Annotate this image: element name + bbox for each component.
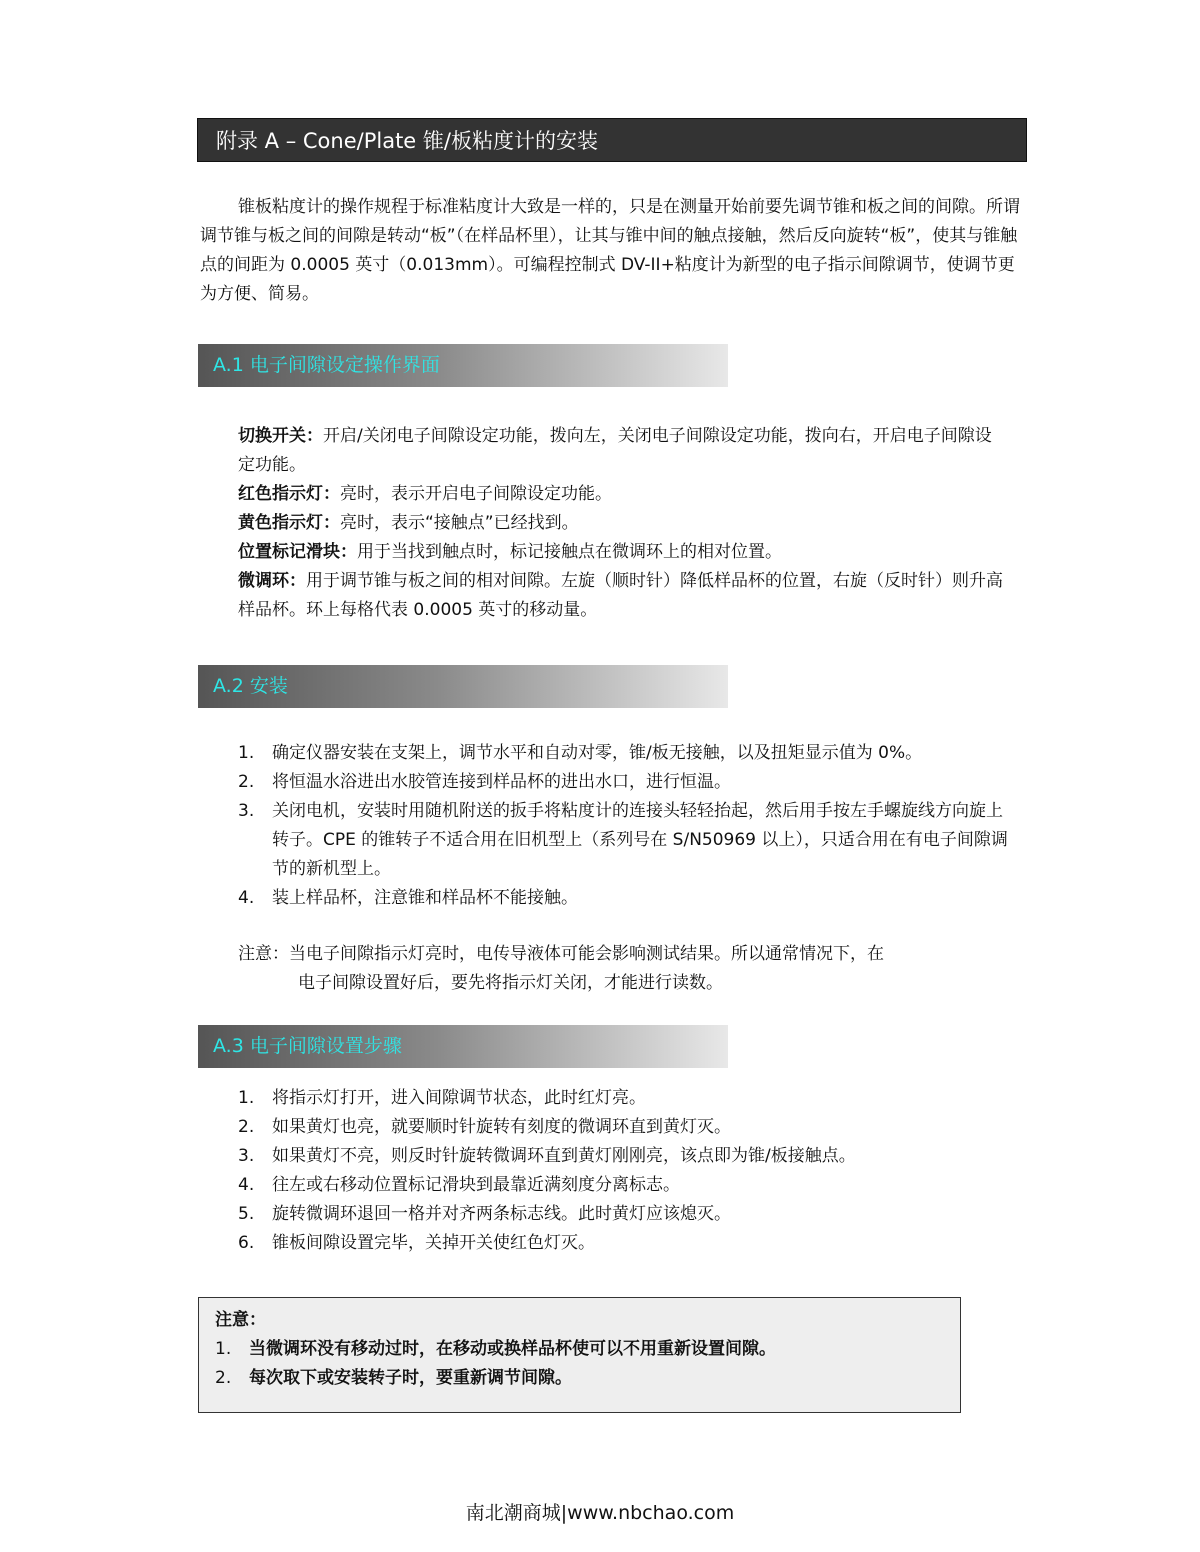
item-number: 2. [238,1117,255,1137]
definition: 开启/关闭电子间隙设定功能，拨向左，关闭电子间隙设定功能，拨向右，开启电子间隙设定功能。 [238,426,992,475]
notice-label: 注意： [215,1310,266,1330]
list-item [238,739,1008,768]
item-number: 1. [238,1088,255,1108]
notice-item [215,1335,944,1364]
item-text: 每次取下或安装转子时，要重新调节间隙。 [249,1368,572,1388]
item-number: 3. [238,801,255,821]
definition: 用于当找到触点时，标记接触点在微调环上的相对位置。 [357,542,782,562]
item-number: 3. [238,1146,255,1166]
item-text: 关闭电机，安装时用随机附送的扳手将粘度计的连接头轻轻抬起，然后用手按左手螺旋线方向旋上转子。CPE 的锥转子不适合用在旧机型上（系列号在 S/N50969 以上），只适合用在有电子间隙调节的新机型上。 [272,801,1008,879]
item-text: 旋转微调环退回一格并对齐两条标志线。此时黄灯应该熄灭。 [272,1204,731,1224]
section-heading-a3: A.3 电子间隙设置步骤 [198,1025,728,1068]
definition-item [238,422,1008,480]
section-heading-a2: A.2 安装 [198,665,728,708]
item-text: 将指示灯打开，进入间隙调节状态，此时红灯亮。 [272,1088,646,1108]
term: 位置标记滑块： [238,542,357,562]
item-text: 往左或右移动位置标记滑块到最靠近满刻度分离标志。 [272,1175,680,1195]
install-note [238,940,998,998]
section-heading-a1: A.1 电子间隙设定操作界面 [198,344,728,387]
item-text: 当微调环没有移动过时，在移动或换样品杯使可以不用重新设置间隙。 [249,1339,776,1359]
item-text: 确定仪器安装在支架上，调节水平和自动对零，锥/板无接触，以及扭矩显示值为 0%。 [272,743,923,763]
item-text: 装上样品杯，注意锥和样品杯不能接触。 [272,888,578,908]
footer-watermark: 南北潮商城|www.nbchao.com [465,1502,735,1524]
notice-box [198,1297,961,1413]
term: 红色指示灯： [238,484,340,504]
item-text: 将恒温水浴进出水胶管连接到样品杯的进出水口，进行恒温。 [272,772,731,792]
list-item [238,1229,1008,1258]
definition: 亮时，表示“接触点”已经找到。 [340,513,579,533]
list-item [238,884,1008,913]
definition-item [238,480,1008,509]
appendix-title: 附录 A – Cone/Plate 锥/板粘度计的安装 [197,118,1027,162]
list-item [238,1113,1008,1142]
intro-paragraph: 锥板粘度计的操作规程于标准粘度计大致是一样的，只是在测量开始前要先调节锥和板之间的间隙。所谓调节锥与板之间的间隙是转动“板”（在样品杯里），让其与锥中间的触点接触，然后反向旋转“板”，使其与锥触点的间距为 0.0005 英寸（0.013mm）。可编程控制式 DV-II+粘度计为新型的电子指示间隙调节，使调节更为方便、简易。 [200,197,1020,304]
definition-list [238,422,1008,625]
item-number: 1. [215,1339,232,1359]
definition-item [238,538,1008,567]
list-item [238,1084,1008,1113]
item-number: 2. [238,772,255,792]
definition: 亮时，表示开启电子间隙设定功能。 [340,484,612,504]
notice-item [215,1364,944,1393]
list-item [238,1142,1008,1171]
item-number: 5. [238,1204,255,1224]
list-item [238,768,1008,797]
item-number: 4. [238,888,255,908]
install-steps [238,739,1008,913]
item-number: 6. [238,1233,255,1253]
definition: 用于调节锥与板之间的相对间隙。左旋（顺时针）降低样品杯的位置，右旋（反时针）则升高样品杯。环上每格代表 0.0005 英寸的移动量。 [238,571,1003,620]
definition-item [238,509,1008,538]
item-number: 1. [238,743,255,763]
note-line: 注意：当电子间隙指示灯亮时，电传导液体可能会影响测试结果。所以通常情况下，在 [238,944,884,964]
item-number: 4. [238,1175,255,1195]
item-text: 如果黄灯不亮，则反时针旋转微调环直到黄灯刚刚亮，该点即为锥/板接触点。 [272,1146,856,1166]
item-number: 2. [215,1368,232,1388]
definition-item [238,567,1008,625]
item-text: 锥板间隙设置完毕，关掉开关使红色灯灭。 [272,1233,595,1253]
item-text: 如果黄灯也亮，就要顺时针旋转有刻度的微调环直到黄灯灭。 [272,1117,731,1137]
list-item [238,797,1008,884]
gap-setting-steps [238,1084,1008,1258]
list-item [238,1200,1008,1229]
term: 黄色指示灯： [238,513,340,533]
term: 切换开关： [238,426,323,446]
list-item [238,1171,1008,1200]
note-line: 电子间隙设置好后，要先将指示灯关闭，才能进行读数。 [298,973,723,993]
term: 微调环： [238,571,306,591]
